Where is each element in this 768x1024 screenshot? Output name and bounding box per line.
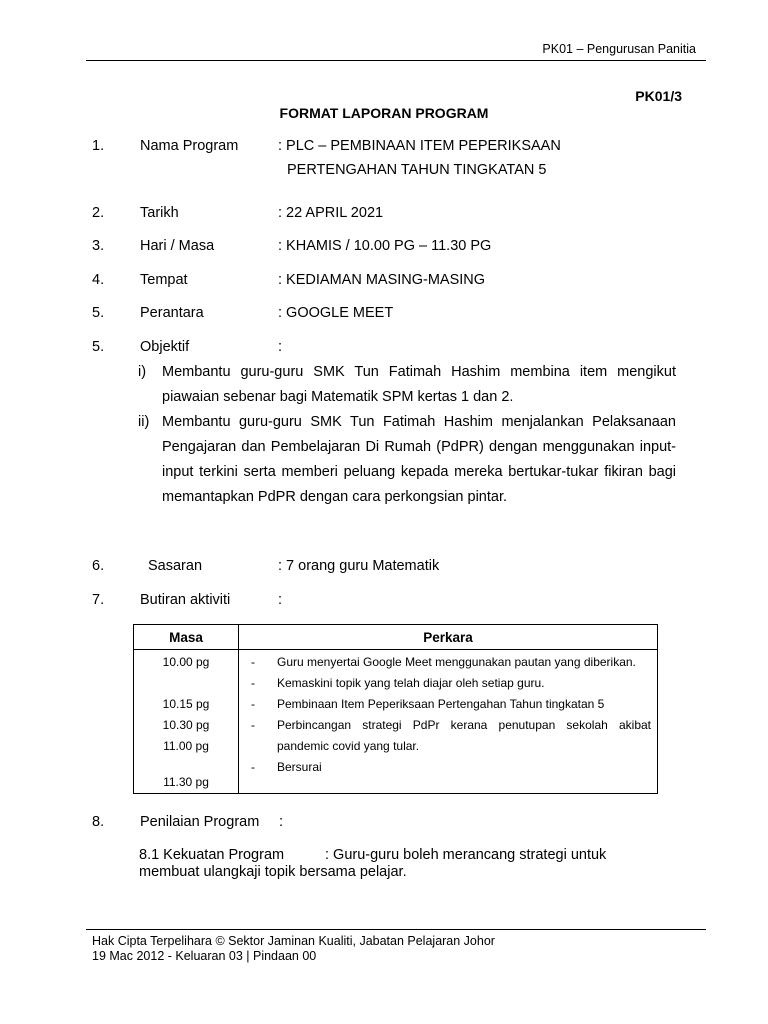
bullet-dash: - <box>251 718 255 732</box>
time-column <box>134 650 239 794</box>
bullet-dash: - <box>251 697 255 711</box>
field-value: : <box>278 592 283 608</box>
table-row <box>134 650 658 794</box>
field-label: Perantara <box>140 305 204 321</box>
footer-divider <box>86 929 706 930</box>
field-value: : 22 APRIL 2021 <box>278 205 384 221</box>
time-value: 11.00 pg <box>163 739 209 753</box>
field-label: Nama Program <box>140 138 239 154</box>
field-value: : 7 orang guru Matematik <box>278 558 440 574</box>
activity-text: Guru menyertai Google Meet menggunakan pautan yang diberikan. <box>277 655 636 669</box>
field-value: : <box>278 339 283 355</box>
time-value: 11.30 pg <box>163 775 209 789</box>
objective-item <box>138 410 676 510</box>
field-label: Hari / Masa <box>140 238 215 254</box>
field-number: 8. <box>92 814 105 830</box>
field-label: Sasaran <box>148 558 203 574</box>
objective-marker: i) <box>138 364 147 380</box>
field-label: Tempat <box>140 272 188 288</box>
table-header-row <box>134 625 658 650</box>
activity-text: Pembinaan Item Peperiksaan Pertengahan Tahun tingkatan 5 <box>277 697 605 711</box>
footer-revision: 19 Mac 2012 - Keluaran 03 | Pindaan 00 <box>92 949 317 963</box>
field-number: 5. <box>92 305 105 321</box>
field-value: : KEDIAMAN MASING-MASING <box>278 272 486 288</box>
column-header-masa: Masa <box>134 625 239 650</box>
activity-text: Perbincangan strategi PdPr kerana penutupan sekolah akibat pandemic covid yang tular. <box>277 718 651 753</box>
column-header-perkara: Perkara <box>239 625 658 650</box>
time-value: 10.30 pg <box>162 718 210 732</box>
activity-item <box>239 694 651 715</box>
field-number: 6. <box>92 558 105 574</box>
activity-table <box>133 624 658 794</box>
time-value: 10.15 pg <box>162 697 210 711</box>
activity-item <box>239 715 651 757</box>
subsection-label: 8.1 Kekuatan Program <box>139 847 285 863</box>
field-number: 2. <box>92 205 105 221</box>
field-value: : PLC – PEMBINAAN ITEM PEPERIKSAAN <box>278 138 561 154</box>
document-reference: PK01 – Pengurusan Panitia <box>542 42 696 56</box>
field-number: 5. <box>92 339 105 355</box>
page-title: FORMAT LAPORAN PROGRAM <box>279 105 489 121</box>
field-value: : GOOGLE MEET <box>278 305 394 321</box>
bullet-dash: - <box>251 655 255 669</box>
bullet-dash: - <box>251 760 255 774</box>
form-code: PK01/3 <box>635 88 682 104</box>
objective-text: Membantu guru-guru SMK Tun Fatimah Hashim membina item mengikut piawaian sebenar bagi Matematik SPM kertas 1 dan 2. <box>162 364 676 405</box>
activity-item <box>239 652 651 673</box>
field-label: Penilaian Program <box>140 814 260 830</box>
field-number: 4. <box>92 272 105 288</box>
field-label: Butiran aktiviti <box>140 592 231 608</box>
activity-column <box>239 650 658 794</box>
header-divider <box>86 60 706 61</box>
subsection-value: : Guru-guru boleh merancang strategi untuk <box>325 847 607 863</box>
objective-marker: ii) <box>138 414 150 430</box>
activity-text: Kemaskini topik yang telah diajar oleh setiap guru. <box>277 676 545 690</box>
field-number: 3. <box>92 238 105 254</box>
field-label: Objektif <box>140 339 190 355</box>
footer-copyright: Hak Cipta Terpelihara © Sektor Jaminan Kualiti, Jabatan Pelajaran Johor <box>92 934 495 948</box>
subsection-value-continued: membuat ulangkaji topik bersama pelajar. <box>139 864 407 880</box>
field-label: Tarikh <box>140 205 179 221</box>
objective-text: Membantu guru-guru SMK Tun Fatimah Hashim menjalankan Pelaksanaan Pengajaran dan Pembelajaran Di Rumah (PdPR) dengan menggunakan input-input terkini serta memberi peluang kepada mereka bertukar-tukar fikiran bagi memantapkan PdPR dengan cara perkongsian pintar. <box>162 414 676 505</box>
field-value: : KHAMIS / 10.00 PG – 11.30 PG <box>278 238 492 254</box>
field-value: : <box>279 814 284 830</box>
field-number: 7. <box>92 592 105 608</box>
bullet-dash: - <box>251 676 255 690</box>
activity-item <box>239 673 651 694</box>
activity-text: Bersurai <box>277 760 322 774</box>
time-value: 10.00 pg <box>162 655 210 669</box>
activity-item <box>239 757 651 778</box>
field-value-continued: PERTENGAHAN TAHUN TINGKATAN 5 <box>287 162 547 178</box>
field-number: 1. <box>92 138 105 154</box>
objective-item <box>138 360 676 410</box>
